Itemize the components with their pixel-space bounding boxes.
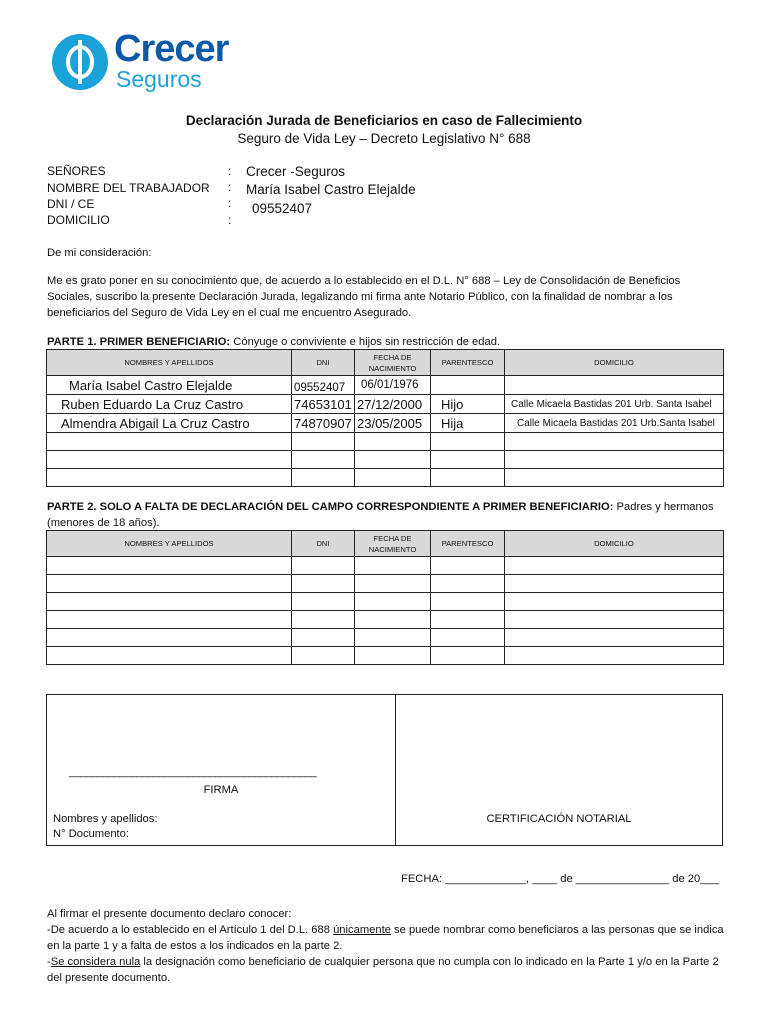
- bullet1-rest: se puede nombrar como beneficiaros a las personas que se indica en la parte 1 y a falta de estos a los indicados en la parte 2.: [47, 924, 724, 952]
- field-value-senores: Crecer -Seguros: [246, 164, 346, 179]
- cell-domicilio[interactable]: [505, 647, 724, 665]
- cell-nombres[interactable]: [47, 469, 292, 487]
- col-header-domicilio: DOMICILIO: [505, 531, 724, 557]
- table-row: [47, 451, 724, 469]
- footer-intro: Al firmar el presente documento declaro conocer:: [47, 908, 292, 920]
- field-value-nombre: María Isabel Castro Elejalde: [246, 182, 416, 197]
- table-row: [47, 611, 724, 629]
- cell-fecha[interactable]: 27/12/2000: [355, 395, 431, 414]
- cell-parentesco[interactable]: Hijo: [431, 395, 505, 414]
- col-header-parentesco: PARENTESCO: [431, 531, 505, 557]
- firma-label: FIRMA: [203, 784, 239, 796]
- cell-nombres[interactable]: [47, 433, 292, 451]
- col-header-fecha: FECHA DE NACIMIENTO: [355, 350, 431, 376]
- table-row: [47, 376, 724, 395]
- col-header-fecha: FECHA DE NACIMIENTO: [355, 531, 431, 557]
- cell-parentesco[interactable]: Hija: [431, 414, 505, 433]
- cell-parentesco[interactable]: [431, 575, 505, 593]
- signature-box: [46, 694, 723, 846]
- part1-heading: [47, 334, 727, 350]
- cell-dni[interactable]: [292, 611, 355, 629]
- part1-heading-bold: PARTE 1. PRIMER BENEFICIARIO:: [47, 336, 231, 348]
- cell-parentesco[interactable]: [431, 611, 505, 629]
- cell-dni[interactable]: [292, 451, 355, 469]
- cell-dni[interactable]: [292, 593, 355, 611]
- col-header-parentesco: PARENTESCO: [431, 350, 505, 376]
- cell-parentesco[interactable]: [431, 629, 505, 647]
- cell-domicilio[interactable]: [505, 451, 724, 469]
- col-header-nombres: NOMBRES Y APELLIDOS: [47, 350, 292, 376]
- bullet1-underline: únicamente: [333, 924, 391, 936]
- table-row: [47, 469, 724, 487]
- table-row: [47, 629, 724, 647]
- intro-paragraph: Me es grato poner en su conocimiento que, de acuerdo a lo establecido en el D.L. N° 688 – Ley de Consolidación de Beneficios Sociales, suscribo la presente Declaración Jurada, legalizando mi firma ante Notario Público, con la finalidad de nombrar a los beneficiarios del Seguro de Vida Ley en el cual me encuentro Asegurado.: [47, 275, 681, 319]
- part1-heading-rest: Cónyuge o conviviente e hijos sin restricción de edad.: [230, 336, 501, 348]
- fecha-line: FECHA: _____________, ____ de _______________ de 20___: [401, 873, 719, 885]
- cell-nombres[interactable]: María Isabel Castro Elejalde: [47, 376, 292, 395]
- table-header-row: [47, 350, 724, 376]
- cell-nombres[interactable]: [47, 647, 292, 665]
- col-header-nombres: NOMBRES Y APELLIDOS: [47, 531, 292, 557]
- cell-nombres[interactable]: [47, 611, 292, 629]
- cell-domicilio[interactable]: [505, 433, 724, 451]
- cell-fecha[interactable]: [355, 433, 431, 451]
- cell-fecha[interactable]: 23/05/2005: [355, 414, 431, 433]
- table-header-row: [47, 531, 724, 557]
- cell-fecha[interactable]: [355, 647, 431, 665]
- crecer-seguros-logo: [52, 28, 252, 98]
- cell-parentesco[interactable]: [431, 647, 505, 665]
- part2-table: [46, 530, 724, 665]
- cell-parentesco[interactable]: [431, 376, 505, 395]
- crecer-logo-icon: [52, 34, 108, 90]
- cell-domicilio[interactable]: [505, 575, 724, 593]
- field-value-dni: 09552407: [252, 201, 313, 216]
- bullet2-rest: la designación como beneficiario de cualquier persona que no cumpla con lo indicado en la Parte 1 y/o en la Parte 2 del presente documento.: [47, 956, 719, 984]
- cell-domicilio[interactable]: [505, 557, 724, 575]
- cell-fecha[interactable]: 06/01/1976: [355, 376, 431, 395]
- cell-fecha[interactable]: [355, 451, 431, 469]
- cell-fecha[interactable]: [355, 611, 431, 629]
- nombres-label: Nombres y apellidos:: [53, 813, 158, 825]
- table-row: [47, 395, 724, 414]
- part2-heading: [47, 499, 727, 531]
- bullet2-underline: Se considera nula: [50, 956, 141, 968]
- part2-heading-rest: Padres y hermanos (menores de 18 años).: [47, 501, 714, 529]
- cell-fecha[interactable]: [355, 593, 431, 611]
- logo-sub: Seguros: [116, 66, 202, 92]
- table-row: [47, 647, 724, 665]
- cell-fecha[interactable]: [355, 469, 431, 487]
- field-colon: :: [228, 196, 232, 210]
- footer-bullet-2: [47, 954, 727, 986]
- notarial-certification-label: CERTIFICACIÓN NOTARIAL: [486, 813, 632, 825]
- table-row: [47, 593, 724, 611]
- footer-notes: [47, 906, 727, 986]
- table-row: [47, 414, 724, 433]
- cell-parentesco[interactable]: [431, 557, 505, 575]
- cell-domicilio[interactable]: [505, 469, 724, 487]
- field-colon: :: [228, 164, 232, 178]
- cell-domicilio[interactable]: [505, 593, 724, 611]
- cell-domicilio[interactable]: Calle Micaela Bastidas 201 Urb.Santa Isabel: [505, 414, 724, 433]
- cell-dni[interactable]: 74653101: [292, 395, 355, 414]
- cell-nombres[interactable]: [47, 593, 292, 611]
- cell-dni[interactable]: [292, 557, 355, 575]
- documento-label: N° Documento:: [53, 828, 129, 840]
- greeting: De mi consideración:: [47, 247, 152, 259]
- cell-domicilio[interactable]: Calle Micaela Bastidas 201 Urb. Santa Isabel: [505, 395, 724, 414]
- cell-nombres[interactable]: [47, 629, 292, 647]
- cell-dni[interactable]: [292, 629, 355, 647]
- cell-dni[interactable]: [292, 575, 355, 593]
- table-row: [47, 575, 724, 593]
- bullet2-dash: -: [47, 956, 51, 968]
- document-subtitle: Seguro de Vida Ley – Decreto Legislativo N° 688: [237, 131, 531, 146]
- cell-domicilio[interactable]: [505, 376, 724, 395]
- field-label-nombre: NOMBRE DEL TRABAJADOR: [47, 181, 210, 195]
- cell-nombres[interactable]: [47, 557, 292, 575]
- cell-parentesco[interactable]: [431, 433, 505, 451]
- field-colon: :: [228, 213, 232, 227]
- logo-brand: Crecer: [114, 28, 229, 70]
- field-label-dni: DNI / CE: [47, 197, 95, 211]
- col-header-domicilio: DOMICILIO: [505, 350, 724, 376]
- cell-dni[interactable]: 09552407: [292, 376, 355, 395]
- cell-parentesco[interactable]: [431, 451, 505, 469]
- cell-nombres[interactable]: Almendra Abigail La Cruz Castro: [47, 414, 292, 433]
- cell-nombres[interactable]: [47, 575, 292, 593]
- cell-dni[interactable]: 74870907: [292, 414, 355, 433]
- col-header-dni: DNI: [292, 531, 355, 557]
- document-title: Declaración Jurada de Beneficiarios en caso de Fallecimiento: [185, 113, 583, 128]
- field-label-senores: SEÑORES: [47, 164, 106, 178]
- cell-fecha[interactable]: [355, 557, 431, 575]
- field-label-domicilio: DOMICILIO: [47, 213, 110, 227]
- cell-parentesco[interactable]: [431, 593, 505, 611]
- cell-nombres[interactable]: Ruben Eduardo La Cruz Castro: [47, 395, 292, 414]
- field-colon: :: [228, 180, 232, 194]
- part1-table: [46, 349, 724, 487]
- cell-dni[interactable]: [292, 433, 355, 451]
- table-row: [47, 433, 724, 451]
- bullet1-text: -De acuerdo a lo establecido en el Artículo 1 del D.L. 688: [47, 924, 334, 936]
- cell-fecha[interactable]: [355, 629, 431, 647]
- cell-parentesco[interactable]: [431, 469, 505, 487]
- cell-fecha[interactable]: [355, 575, 431, 593]
- signature-line[interactable]: ____________________________________________: [69, 766, 317, 778]
- cell-domicilio[interactable]: [505, 629, 724, 647]
- cell-dni[interactable]: [292, 647, 355, 665]
- footer-bullet-1: [47, 922, 727, 954]
- cell-domicilio[interactable]: [505, 611, 724, 629]
- col-header-dni: DNI: [292, 350, 355, 376]
- table-row: [47, 557, 724, 575]
- cell-dni[interactable]: [292, 469, 355, 487]
- cell-nombres[interactable]: [47, 451, 292, 469]
- part2-heading-bold: PARTE 2. SOLO A FALTA DE DECLARACIÓN DEL CAMPO CORRESPONDIENTE A PRIMER BENEFICIARIO:: [47, 501, 614, 513]
